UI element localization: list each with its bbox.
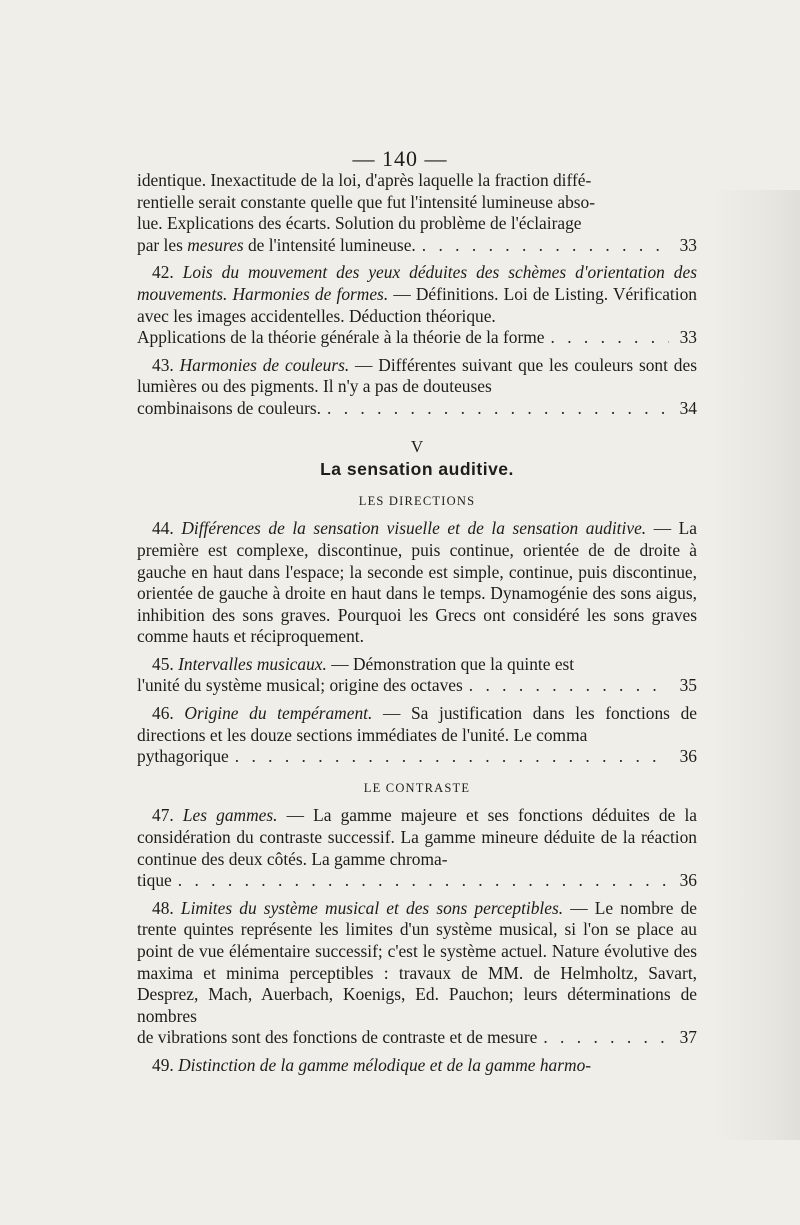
entry-number: 44. xyxy=(152,518,174,539)
section-number: V xyxy=(410,436,424,456)
entry-body: — Sa justification dans les fonctions de directions et les douze sections immédiates de l'unité. Le comma xyxy=(137,703,698,745)
text-line: identique. Inexactitude de la loi, d'après laquelle la fraction diffé- xyxy=(137,170,592,190)
entry-text xyxy=(137,898,697,1028)
toc-line-with-page xyxy=(137,398,697,420)
toc-entry-43 xyxy=(137,355,697,420)
entry-title: Harmonies de couleurs. xyxy=(179,354,350,375)
toc-entry-42 xyxy=(137,262,697,348)
entry-number: 48. xyxy=(152,897,174,918)
leader-dots xyxy=(178,870,669,892)
entry-title: Limites du système musical et des sons perceptibles. xyxy=(180,897,564,918)
page-reference: 35 xyxy=(679,675,697,696)
text-fragment: pythagorique xyxy=(137,746,229,767)
entry-title: Les gammes. xyxy=(182,805,278,826)
entry-title: Distinction de la gamme mélodique et de la gamme harmo- xyxy=(178,1054,592,1075)
toc-entry-45 xyxy=(137,654,697,697)
page-reference: 37 xyxy=(679,1027,697,1048)
page-reference: 36 xyxy=(679,746,697,767)
toc-line-with-page xyxy=(137,746,697,768)
italic-fragment: mesures xyxy=(187,234,244,255)
toc-entry-49 xyxy=(137,1055,697,1077)
entry-number: 46. xyxy=(152,703,174,724)
toc-line-with-page xyxy=(137,1027,697,1049)
leader-dots xyxy=(422,235,669,257)
entry-text xyxy=(137,518,697,648)
toc-entry-continuation xyxy=(137,170,697,256)
entry-number: 47. xyxy=(152,805,174,826)
entry-number: 42. xyxy=(152,262,174,283)
text-line: lue. Explications des écarts. Solution du problème de l'éclairage xyxy=(137,213,582,234)
toc-entry-47 xyxy=(137,805,697,891)
toc-line-with-page xyxy=(137,327,697,349)
table-of-contents xyxy=(137,170,697,1083)
entry-number: 49. xyxy=(152,1054,174,1075)
entry-body: — La gamme majeure et ses fonctions déduites de la considération du contraste successif. La gamme mineure déduite de la réaction continue des deux côtés. La gamme chroma- xyxy=(137,805,697,869)
entry-title: Origine du tempérament. xyxy=(184,703,373,724)
entry-title: Intervalles musicaux. xyxy=(178,653,327,674)
section-title: La sensation auditive. xyxy=(320,459,514,480)
toc-entry-46 xyxy=(137,703,697,768)
page-reference: 34 xyxy=(679,397,697,418)
text-fragment: combinaisons de couleurs. xyxy=(137,397,322,418)
entry-number: 45. xyxy=(152,653,174,674)
leader-dots xyxy=(551,327,669,349)
subsection-heading: LE CONTRASTE xyxy=(363,780,471,795)
page-reference: 33 xyxy=(679,234,697,255)
text-fragment: Applications de la théorie générale à la théorie de la forme xyxy=(137,327,545,348)
text-fragment: par les xyxy=(137,234,188,255)
entry-text xyxy=(137,355,697,398)
text-fragment: l'unité du système musical; origine des octaves xyxy=(137,675,463,696)
entry-text xyxy=(137,805,697,870)
toc-line-with-page xyxy=(137,675,697,697)
entry-text xyxy=(137,654,697,676)
entry-number: 43. xyxy=(152,354,174,375)
leader-dots xyxy=(235,746,669,768)
entry-body: — Démonstration que la quinte est xyxy=(326,653,575,674)
entry-title: Différences de la sensation visuelle et de la sensation auditive. xyxy=(181,518,647,539)
leader-dots xyxy=(327,398,669,420)
entry-body: — Différentes suivant que les couleurs sont des lumières ou des pigments. Il n'y a pas de douteuses xyxy=(137,354,697,397)
entry-title: Lois du mouvement des yeux déduites des schèmes d'orientation des mouvements. Harmonies de formes. xyxy=(137,262,697,304)
toc-line-with-page xyxy=(137,235,697,257)
leader-dots xyxy=(469,675,669,697)
page-reference: 36 xyxy=(679,870,697,891)
text-fragment: tique xyxy=(137,870,172,891)
toc-entry-48 xyxy=(137,898,697,1049)
text-fragment: de vibrations sont des fonctions de contraste et de mesure xyxy=(137,1027,538,1048)
page-number: — 140 — xyxy=(352,146,448,171)
entry-text xyxy=(137,262,697,327)
page-reference: 33 xyxy=(679,327,697,348)
text-line: rentielle serait constante quelle que fut l'intensité lumineuse abso- xyxy=(137,191,596,212)
entry-body: — Le nombre de trente quintes représente les limites d'un système musical, si l'on se place au point de vue élémentaire successif; c'est le système actuel. Nature évolutive des maxima et minima perceptibles : travaux de MM. de Helmholtz, Savart, Desprez, Mach, Auerbach, Koenigs, Ed. Pauchon; leurs déterminations de nombres xyxy=(137,897,697,1026)
entry-text xyxy=(137,703,697,746)
leader-dots xyxy=(543,1027,669,1049)
toc-entry-44 xyxy=(137,518,697,648)
page-edge-shadow xyxy=(712,190,800,1140)
entry-body: — Définitions. Loi de Listing. Vérification avec les images accidentelles. Déduction théorique. xyxy=(137,283,697,326)
subsection-heading: LES DIRECTIONS xyxy=(358,493,476,508)
text-fragment: de l'intensité lumineuse. xyxy=(243,234,416,255)
toc-line-with-page xyxy=(137,870,697,892)
entry-text xyxy=(137,1055,697,1077)
entry-body: — La première est complexe, discontinue, puis continue, orientée de de droite à gauche en haut dans l'espace; la seconde est simple, continue, puis discontinue, orientée de gauche à droite en haut dans le temps. Dynamogénie des sons aigus, inhibition des sons graves. Pourquoi les Grecs ont considéré les sons graves comme hauts et réciproquement. xyxy=(137,518,697,647)
